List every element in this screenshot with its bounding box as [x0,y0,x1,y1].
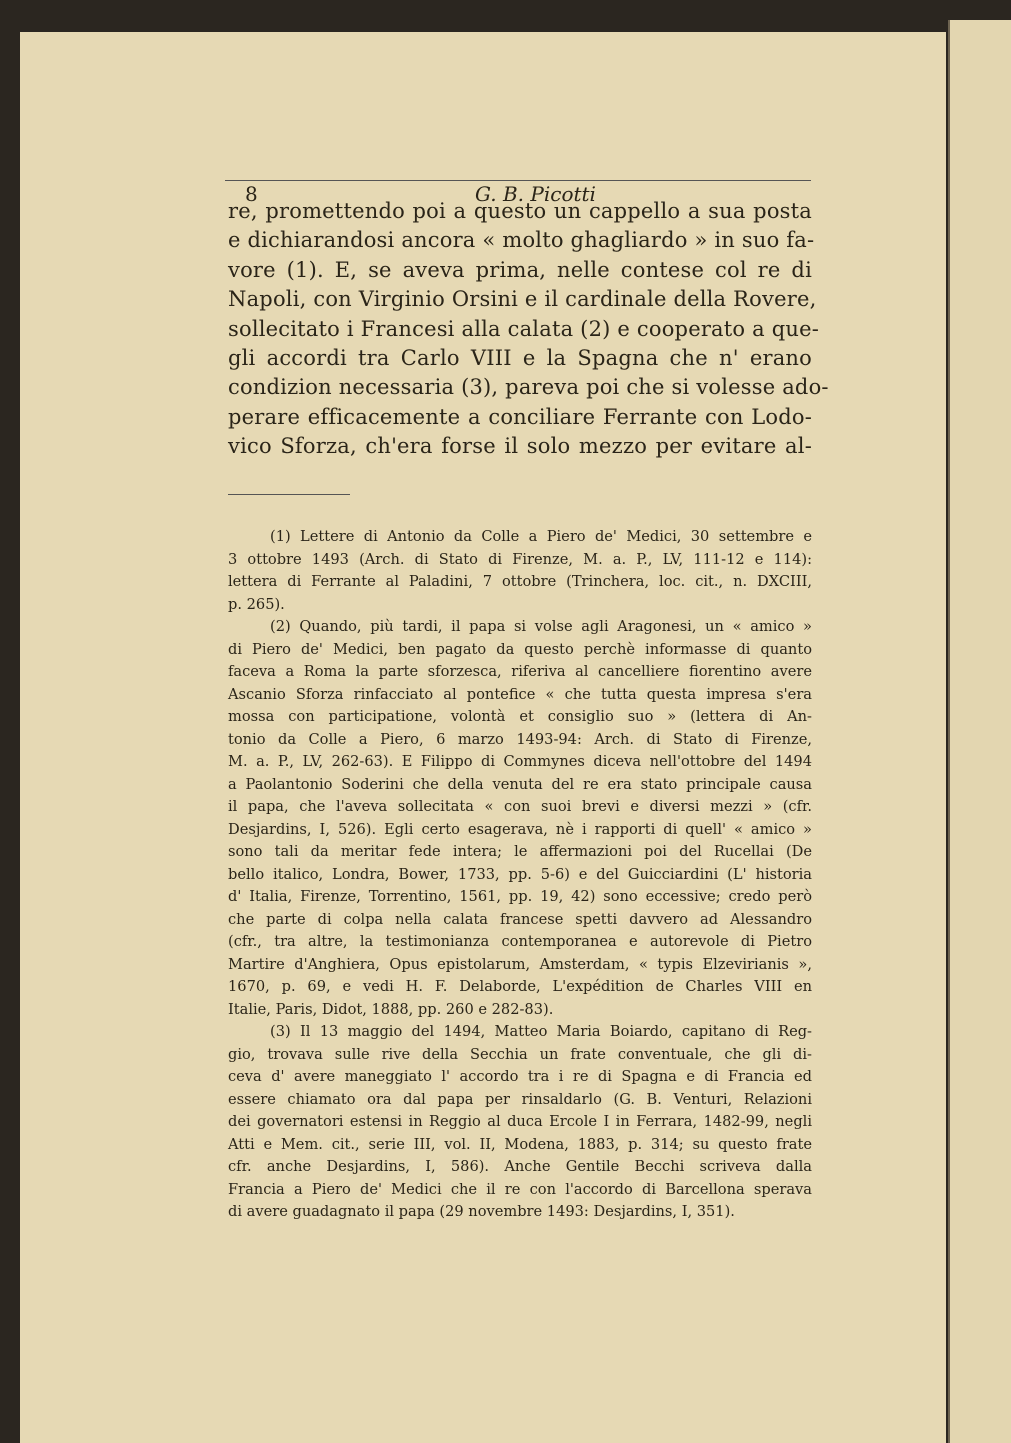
footnote-line: gio, trovava sulle rive della Secchia un frate conventuale, che gli di- [228,1045,812,1063]
footnote-line: bello italico, Londra, Bower, 1733, pp. 5-6) e del Guicciardini (L' historia [228,865,812,883]
footnote-line: mossa con participatione, volontà et consiglio suo » (lettera di An- [228,708,812,725]
footnote-line: d' Italia, Firenze, Torrentino, 1561, pp. 19, 42) sono eccessive; credo però [228,888,812,905]
footnote-line: essere chiamato ora dal papa per rinsaldarlo (G. B. Venturi, Relazioni [228,1090,812,1108]
footnote-line: Francia a Piero de' Medici che il re con l'accordo di Barcellona sperava [228,1180,812,1198]
footnote-line: dei governatori estensi in Reggio al duca Ercole I in Ferrara, 1482-99, negli [228,1113,812,1130]
footnote-1 [228,526,812,616]
body-line: condizion necessaria (3), pareva poi che si volesse ado- [228,375,829,400]
body-line: vore (1). E, se aveva prima, nelle contese col re di [228,257,812,282]
page-number: 8 [245,182,258,206]
body-line: Napoli, con Virginio Orsini e il cardinale della Rovere, [228,287,817,312]
footnote-line: di Piero de' Medici, ben pagato da questo perchè informasse di quanto [228,640,812,658]
body-line: gli accordi tra Carlo VIII e la Spagna che n' erano [228,345,812,370]
footnote-3 [228,1021,812,1224]
body-line: re, promettendo poi a questo un cappello a sua posta [228,199,812,223]
footnote-line: (1) Lettere di Antonio da Colle a Piero de' Medici, 30 settembre e [270,528,812,545]
footnote-line: Desjardins, I, 526). Egli certo esagerava, nè i rapporti di quell' « amico » [228,820,812,838]
footnote-line: che parte di colpa nella calata francese spetti davvero ad Alessandro [228,910,812,928]
footnotes [228,526,812,1224]
footnote-line: sono tali da meritar fede intera; le affermazioni poi del Rucellai (De [228,843,812,860]
footnote-line: p. 265). [228,595,285,613]
running-title: G. B. Picotti [475,182,596,206]
body-text [228,197,829,462]
footnote-line: ceva d' avere maneggiato l' accordo tra i re di Spagna e di Francia ed [228,1068,812,1085]
footnote-line: Ascanio Sforza rinfacciato al pontefice « che tutta questa impresa s'era [228,685,812,703]
header-rule [225,180,811,181]
footnote-line: tonio da Colle a Piero, 6 marzo 1493-94: Arch. di Stato di Firenze, [228,730,812,748]
facing-page-edge [948,20,1011,1443]
body-line: perare efficacemente a conciliare Ferrante con Lodo- [228,404,812,429]
footnote-line: (2) Quando, più tardi, il papa si volse agli Aragonesi, un « amico » [270,618,812,635]
footnote-line: Martire d'Anghiera, Opus epistolarum, Amsterdam, « typis Elzevirianis », [228,955,812,973]
footnote-line: Atti e Mem. cit., serie III, vol. II, Modena, 1883, p. 314; su questo frate [228,1135,812,1153]
body-line: vico Sforza, ch'era forse il solo mezzo per evitare al- [228,434,812,459]
footnote-line: 3 ottobre 1493 (Arch. di Stato di Firenze, M. a. P., LV, 111-12 e 114): [228,550,812,568]
footnote-line: (3) Il 13 maggio del 1494, Matteo Maria Boiardo, capitano di Reg- [270,1023,812,1040]
footnote-2 [228,616,812,1021]
footnote-line: cfr. anche Desjardins, I, 586). Anche Gentile Becchi scriveva dalla [228,1158,812,1175]
footnote-line: 1670, p. 69, e vedi H. F. Delaborde, L'expédition de Charles VIII en [228,978,812,995]
body-line: sollecitato i Francesi alla calata (2) e cooperato a que- [228,316,820,341]
footnote-line: Italie, Paris, Didot, 1888, pp. 260 e 282-83). [228,1000,554,1018]
footnote-line: a Paolantonio Soderini che della venuta del re era stato principale causa [228,775,812,793]
footnote-line: lettera di Ferrante al Paladini, 7 ottobre (Trinchera, loc. cit., n. DXCIII, [228,573,812,590]
footnote-line: di avere guadagnato il papa (29 novembre 1493: Desjardins, I, 351). [228,1203,735,1220]
footnote-separator [228,494,350,495]
footnote-line: (cfr., tra altre, la testimonianza contemporanea e autorevole di Pietro [228,933,812,950]
body-line: e dichiarandosi ancora « molto ghagliardo » in suo fa- [228,228,815,253]
footnote-line: M. a. P., LV, 262-63). E Filippo di Commynes diceva nell'ottobre del 1494 [228,753,812,770]
footnote-line: faceva a Roma la parte sforzesca, riferiva al cancelliere fiorentino avere [228,663,812,680]
footnote-line: il papa, che l'aveva sollecitata « con suoi brevi e diversi mezzi » (cfr. [228,798,812,815]
